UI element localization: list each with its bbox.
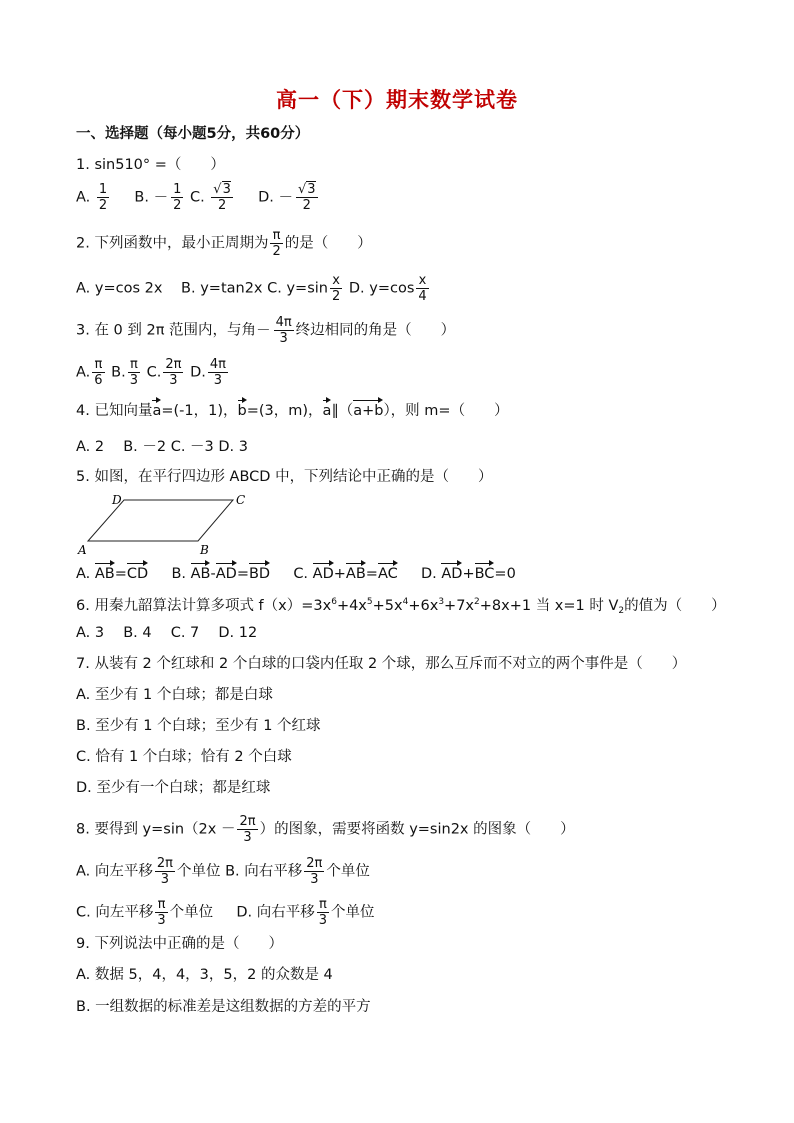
question-5-stem: 5. 如图，在平行四边形 ABCD 中，下列结论中正确的是（ ） xyxy=(76,469,493,485)
question-6-stem: 6. 用秦九韶算法计算多项式 $f(x)=3x^6+4x^5+5x^4+6x^3+7x^2+8x+1$ 当 x=1 时 $V_2$的值为（ ） xyxy=(76,597,726,616)
option-label: B. xyxy=(134,189,149,206)
question-7-option-c: C. 恰有 1 个白球；恰有 2 个白球 xyxy=(76,749,292,765)
question-7-stem: 7. 从装有 2 个红球和 2 个白球的口袋内任取 2 个球，那么互斥而不对立的两个事件是（ ） xyxy=(76,656,687,672)
fraction: $\frac{\pi}{2}$ xyxy=(272,228,281,259)
fraction: $\frac{4\pi}{3}$ xyxy=(275,315,292,346)
fraction: $\frac{1}{2}$ xyxy=(98,182,108,213)
question-9-stem: 9. 下列说法中正确的是（ ） xyxy=(76,936,283,952)
question-4-stem: 4. 已知向量a=(-1，1)，b=(3，m)，a∥（a+b），则 m=（ ） xyxy=(76,398,509,421)
fraction: $\frac{\pi}{3}$ xyxy=(318,897,328,928)
vertex-label-a: A xyxy=(78,543,87,557)
question-9-option-b: B. 一组数据的标准差是这组数据的方差的平方 xyxy=(76,999,371,1015)
question-6-options: A. 3 B. 4 C. 7 D. 12 xyxy=(76,625,258,641)
question-7-option-b: B. 至少有 1 个白球；至少有 1 个红球 xyxy=(76,718,321,734)
section-heading: 一、选择题（每小题5分，共60分） xyxy=(76,126,310,142)
fraction: $\frac{4\pi}{3}$ xyxy=(209,357,226,388)
fraction: $\frac{2\pi}{3}$ xyxy=(156,856,173,887)
fraction: $\frac{\pi}{6}$ xyxy=(94,357,103,388)
fraction: $\frac{√3}{2}$ xyxy=(297,182,316,213)
fraction: $\frac{2\pi}{3}$ xyxy=(239,814,256,845)
question-2-stem: 2. 下列函数中，最小正周期为 $\frac{\pi}{2}$ 的是（ ） xyxy=(76,228,372,259)
exam-title: 高一（下）期末数学试卷 xyxy=(276,87,518,112)
option-label: A. xyxy=(76,189,91,206)
fraction: $\frac{1}{2}$ xyxy=(173,182,182,213)
fraction: $\frac{2\pi}{3}$ xyxy=(165,357,182,388)
question-1-stem: 1. sin510° =（ ） xyxy=(76,157,225,173)
question-3-stem: 3. 在 0 到 2π 范围内，与角－ $\frac{4\pi}{3}$ 终边相同的角是（ ） xyxy=(76,315,456,346)
question-4-options: A. 2 B. －2 C. －3 D. 3 xyxy=(76,439,249,455)
question-9-option-a: A. 数据 5，4，4，3，5，2 的众数是 4 xyxy=(76,967,333,983)
question-8-stem: 8. 要得到 y=sin（2x － $\frac{2\pi}{3}$ ）的图象，需要将函数 y=sin2x 的图象（ ） xyxy=(76,814,575,845)
option-label: D. xyxy=(258,189,274,206)
question-3-options: A. $\frac{\pi}{6}$ B. $\frac{\pi}{3}$ C. $\frac{2\pi}{3}$ D. $\frac{4\pi}{3}$ xyxy=(76,357,226,388)
vertex-label-c: C xyxy=(236,493,246,507)
fraction: $\frac{x}{2}$ xyxy=(331,273,341,304)
fraction: $\frac{√3}{2}$ xyxy=(213,182,231,213)
fraction: $\frac{\pi}{3}$ xyxy=(129,357,139,388)
question-8-options-ab: A. 向左平移 $\frac{2\pi}{3}$ 个单位 B. 向右平移 $\frac{2\pi}{3}$ 个单位 xyxy=(76,856,370,887)
fraction: $\frac{x}{4}$ xyxy=(418,273,427,304)
vertex-label-b: B xyxy=(200,543,209,557)
question-8-options-cd: C. 向左平移 $\frac{\pi}{3}$ 个单位 D. 向右平移 $\frac{\pi}{3}$ 个单位 xyxy=(76,897,375,928)
question-1-options: A. $\frac{1}{2}$ B. － $\frac{1}{2}$ C. $\frac{√3}{2}$ D. － $\frac{√3}{2}$ xyxy=(76,182,316,213)
question-7-option-a: A. 至少有 1 个白球；都是白球 xyxy=(76,687,273,703)
fraction: $\frac{\pi}{3}$ xyxy=(157,897,166,928)
parallelogram-figure xyxy=(76,490,256,558)
vertex-label-d: D xyxy=(112,493,122,507)
option-label: C. xyxy=(189,189,205,206)
fraction: $\frac{2\pi}{3}$ xyxy=(306,856,323,887)
question-2-options: A. y=cos 2x B. y=tan2x C. y=sin $\frac{x}{2}$ D. y=cos $\frac{x}{4}$ xyxy=(76,273,427,304)
question-5-options: A. AB=CD B. AB-AD=BD C. AD+AB=AC D. AD+BC=0 xyxy=(76,561,516,584)
question-7-option-d: D. 至少有一个白球；都是红球 xyxy=(76,780,271,796)
